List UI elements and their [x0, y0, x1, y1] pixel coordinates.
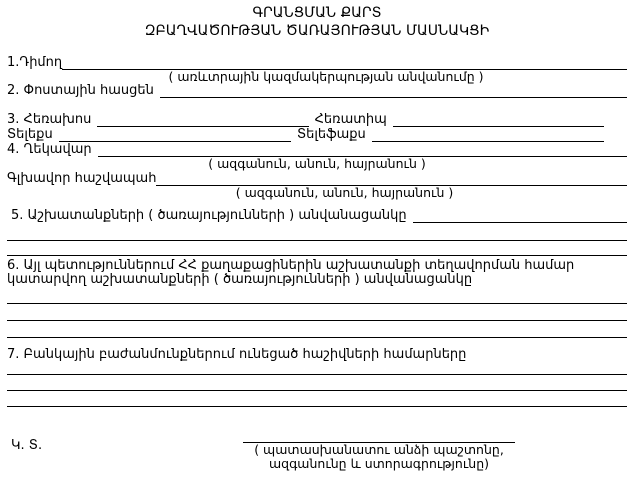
blank-fill-line	[7, 226, 627, 241]
signature-hint-line2: ազգանունը և ստորագրությունը)	[268, 456, 490, 471]
postal-address-fill-line	[160, 82, 627, 98]
director-label: 4. Ղեկավար	[7, 142, 92, 157]
stamp-place-label: Կ. Տ.	[11, 438, 43, 453]
director-row	[7, 142, 627, 157]
signature-fill-line	[243, 425, 515, 443]
blank-fill-line	[7, 391, 627, 407]
works-list-label: 5. Աշխատանքների ( ծառայությունների ) անվանացանկը	[11, 208, 407, 223]
abroad-works-label-line1: 6. Այլ պետություններում ՀՀ քաղաքացիներին աշխատանքի տեղավորման համար	[7, 258, 575, 273]
applicant-fill-line	[62, 53, 627, 70]
phone-fill-line	[97, 111, 308, 127]
blank-fill-line	[7, 362, 627, 375]
chief-accountant-row	[7, 170, 627, 186]
teletype-label: Հեռատիպ	[314, 112, 387, 127]
postal-address-row	[7, 83, 627, 98]
blank-fill-line	[7, 321, 627, 338]
telefax-label: Տելեֆաքս	[296, 127, 366, 142]
chief-accountant-label: Գլխավոր հաշվապահ	[7, 171, 157, 186]
teletype-fill-line	[393, 111, 604, 127]
phone-label: 3. Հեռախոս	[7, 112, 92, 127]
phone-teletype-row	[7, 112, 627, 127]
blank-fill-line	[7, 241, 627, 256]
director-hint: ( ազգանուն, անուն, հայրանուն )	[208, 156, 426, 171]
director-fill-line	[98, 141, 627, 157]
bank-accounts-label: 7. Բանկային բաժանմունքներում ունեցած հաշիվների համարները	[7, 347, 467, 362]
document-title-line2: ԶԲԱՂՎԱԾՈՒԹՅԱՆ ԾԱՌԱՅՈՒԹՅԱՆ ՄԱՍՆԱԿՑԻ	[144, 23, 490, 39]
works-list-fill-line	[413, 207, 627, 223]
chief-accountant-fill-line	[156, 169, 627, 186]
document-title-line1: ԳՐԱՆՑՄԱՆ ՔԱՐՏ	[252, 5, 382, 21]
blank-fill-line	[7, 287, 627, 304]
works-list-row	[7, 208, 627, 223]
telex-label: Տելեքս	[7, 127, 53, 142]
telex-fill-line	[59, 126, 291, 142]
abroad-works-label-line2: կատարվող աշխատանքների ( ծառայությունների ) անվանացանկը	[7, 272, 473, 287]
blank-fill-line	[7, 375, 627, 391]
postal-address-label: 2. Փոստային հասցեն	[7, 83, 154, 98]
telefax-fill-line	[372, 126, 604, 142]
signature-hint-line1: ( պատասխանատու անձի պաշտոնը,	[254, 442, 504, 457]
applicant-hint: ( առևտրային կազմակերպության անվանումը )	[168, 69, 484, 84]
telex-telefax-row	[7, 127, 627, 142]
footer-block	[7, 425, 627, 471]
applicant-label: 1.Դիմող	[7, 55, 63, 70]
blank-fill-line	[7, 304, 627, 321]
abroad-works-section	[7, 259, 627, 287]
chief-accountant-hint: ( ազգանուն, անուն, հայրանուն )	[235, 185, 454, 200]
applicant-row	[7, 54, 627, 70]
signature-block	[243, 425, 515, 471]
